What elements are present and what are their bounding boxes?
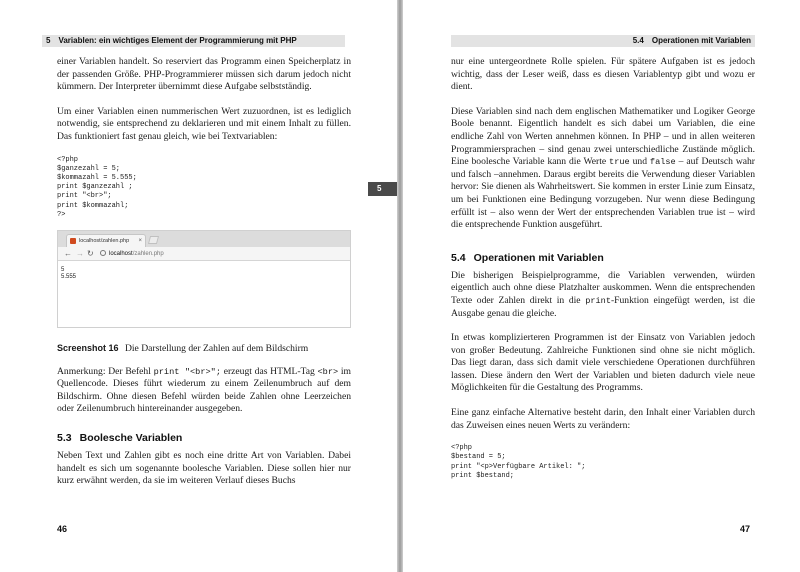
paragraph xyxy=(451,106,755,232)
browser-toolbar xyxy=(58,247,350,261)
left-page xyxy=(0,0,397,572)
inline-code: <br> xyxy=(317,366,339,377)
address-host: localhost xyxy=(109,250,133,257)
paragraph: Eine ganz einfache Alternative besteht darin, den Inhalt einer Variablen durch das Zuweisen eines neuen Werts zu verändern: xyxy=(451,407,755,431)
page-number: 46 xyxy=(57,524,68,534)
note-text: im Quellencode. Dieses führt wiederum zu einem Zeilenumbruch auf dem Bildschirm. Ohne diesen Befehl würden beide Zahlen ohne Leerzeichen oder Zeilenumbruch hintereinander ausgegeben. xyxy=(57,365,351,415)
code-block-zahlen: <?php $ganzezahl = 5; $kommazahl = 5.555; print $ganzezahl ; print "<br>"; print $kommazahl; ?> xyxy=(57,155,137,219)
running-head-chapter-number: 5 xyxy=(46,36,51,45)
note-paragraph xyxy=(57,366,351,416)
new-tab-icon xyxy=(148,236,159,244)
inline-code: print xyxy=(585,295,611,306)
browser-screenshot xyxy=(57,230,351,328)
paragraph-text: und xyxy=(629,156,650,168)
left-text-column xyxy=(57,56,351,500)
page-favicon-icon xyxy=(70,238,76,244)
output-line: 5 xyxy=(61,266,65,273)
running-head-section-title: Operationen mit Variablen xyxy=(651,36,751,45)
caption-text: Die Darstellung der Zahlen auf dem Bildschirm xyxy=(124,342,309,354)
paragraph: einer Variablen handelt. So reserviert das Programm einen Speicherplatz in der passenden Größe. PHP-Programmierer müssen sich darum jedoch nicht kümmern. Der Interpreter übernimmt diese Aufgabe selbstständig. xyxy=(57,56,351,93)
note-text: Anmerkung: Der Befehl xyxy=(57,365,154,377)
running-head-chapter-title: Variablen: ein wichtiges Element der Programmierung mit PHP xyxy=(58,36,297,45)
note-text: erzeugt das HTML-Tag xyxy=(220,365,318,377)
output-line: 5.555 xyxy=(61,274,77,281)
browser-tab xyxy=(66,234,146,247)
info-icon xyxy=(100,250,106,256)
caption-label: Screenshot 16 xyxy=(57,342,119,353)
paragraph: Um einer Variablen einen nummerischen Wert zuzuordnen, ist es lediglich notwendig, sie entsprechend zu deklarieren und mit einem Inhalt zu füllen. Das funktioniert fast genau gleich, wie bei Textvariablen: xyxy=(57,105,351,142)
section-heading xyxy=(451,252,755,264)
section-title: Boolesche Variablen xyxy=(79,431,183,444)
inline-code: false xyxy=(649,157,676,168)
paragraph-text: -Funktion eingefügt werden, ist die Ausgabe genau die gleiche. xyxy=(451,294,755,319)
figure-caption xyxy=(57,342,351,356)
reload-icon: ↻ xyxy=(87,248,94,258)
paragraph xyxy=(451,270,755,320)
back-arrow-icon: ← xyxy=(64,248,72,258)
browser-address-bar xyxy=(100,249,164,259)
paragraph: In etwas komplizierteren Programmen ist der Einsatz von Variablen jedoch von großer Bedeutung. Zahlreiche Funktionen sind ohne sie nicht möglich. Das liegt daran, dass sich damit viele verschiedene Operationen durchführen lassen. Diese ändern den Wert der Variablen und bieten dadurch viele neue Möglichkeiten für die Gestaltung des Programms. xyxy=(451,332,755,394)
close-icon: × xyxy=(138,237,142,244)
section-title: Operationen mit Variablen xyxy=(473,251,604,264)
running-head-right xyxy=(451,35,755,47)
code-block-bestand: <?php $bestand = 5; print "<p>Verfügbare Artikel: "; print $bestand; xyxy=(451,444,586,480)
paragraph: Neben Text und Zahlen gibt es noch eine dritte Art von Variablen. Dabei handelt es sich um sogenannte boolesche Variablen. Diese sollen hier nur kurz erwähnt werden, da sie im weiteren Verlauf dieses Buchs xyxy=(57,449,351,487)
browser-page-content xyxy=(58,261,350,282)
browser-tab-bar xyxy=(58,231,350,247)
address-path: /zahlen.php xyxy=(132,250,164,257)
right-text-column xyxy=(451,56,755,491)
page-number: 47 xyxy=(740,524,751,534)
section-number: 5.3 xyxy=(57,431,72,444)
inline-code: true xyxy=(609,157,630,168)
right-page xyxy=(403,0,800,572)
running-head-section-number: 5.4 xyxy=(632,36,644,45)
paragraph: nur eine untergeordnete Rolle spielen. Für spätere Aufgaben ist es jedoch wichtig, dass der Leser weiß, dass es diesen Variablentyp gibt und wozu er dient. xyxy=(451,56,755,93)
inline-code: print "<br>"; xyxy=(153,366,221,377)
chapter-thumb-tab: 5 xyxy=(368,182,397,196)
forward-arrow-icon: → xyxy=(76,248,84,258)
paragraph-text: – auf Deutsch wahr und falsch –annehmen. Daraus ergibt bereits die Verwendung dieser Variablen hervor: Sie dienen als Wahrheitswert. Sie kommen in erster Linie zum Einsatz, um bei Funktionen eine Bedingung vorzugeben. Nur wenn diese Bedingung erfüllt ist – also wenn der Wert der entsprechenden Variablen true ist – wird die entsprechende Funktion ausgeführt. xyxy=(451,156,756,231)
section-number: 5.4 xyxy=(451,251,466,264)
paragraph-text: Die bisherigen Beispielprogramme, die Variablen verwenden, würden eigentlich auch ohne diese Platzhalter auskommen. Wenn die entsprechenden Texte oder Zahlen direkt in die xyxy=(451,269,755,306)
running-head-left xyxy=(42,35,345,47)
section-heading xyxy=(57,432,351,444)
paragraph-text: Diese Variablen sind nach dem englischen Mathematiker und Logiker George Boole benannt. Eigentlich handelt es sich dabei um Variablen, die eine endliche Zahl von Werten annehmen können. In PHP – und in allen weiteren Programmiersprachen – sind genau zwei unterschiedliche Zustände möglich. Eine boolesche Variable kann die Werte xyxy=(451,105,755,168)
browser-tab-title: localhost/zahlen.php xyxy=(79,237,130,244)
